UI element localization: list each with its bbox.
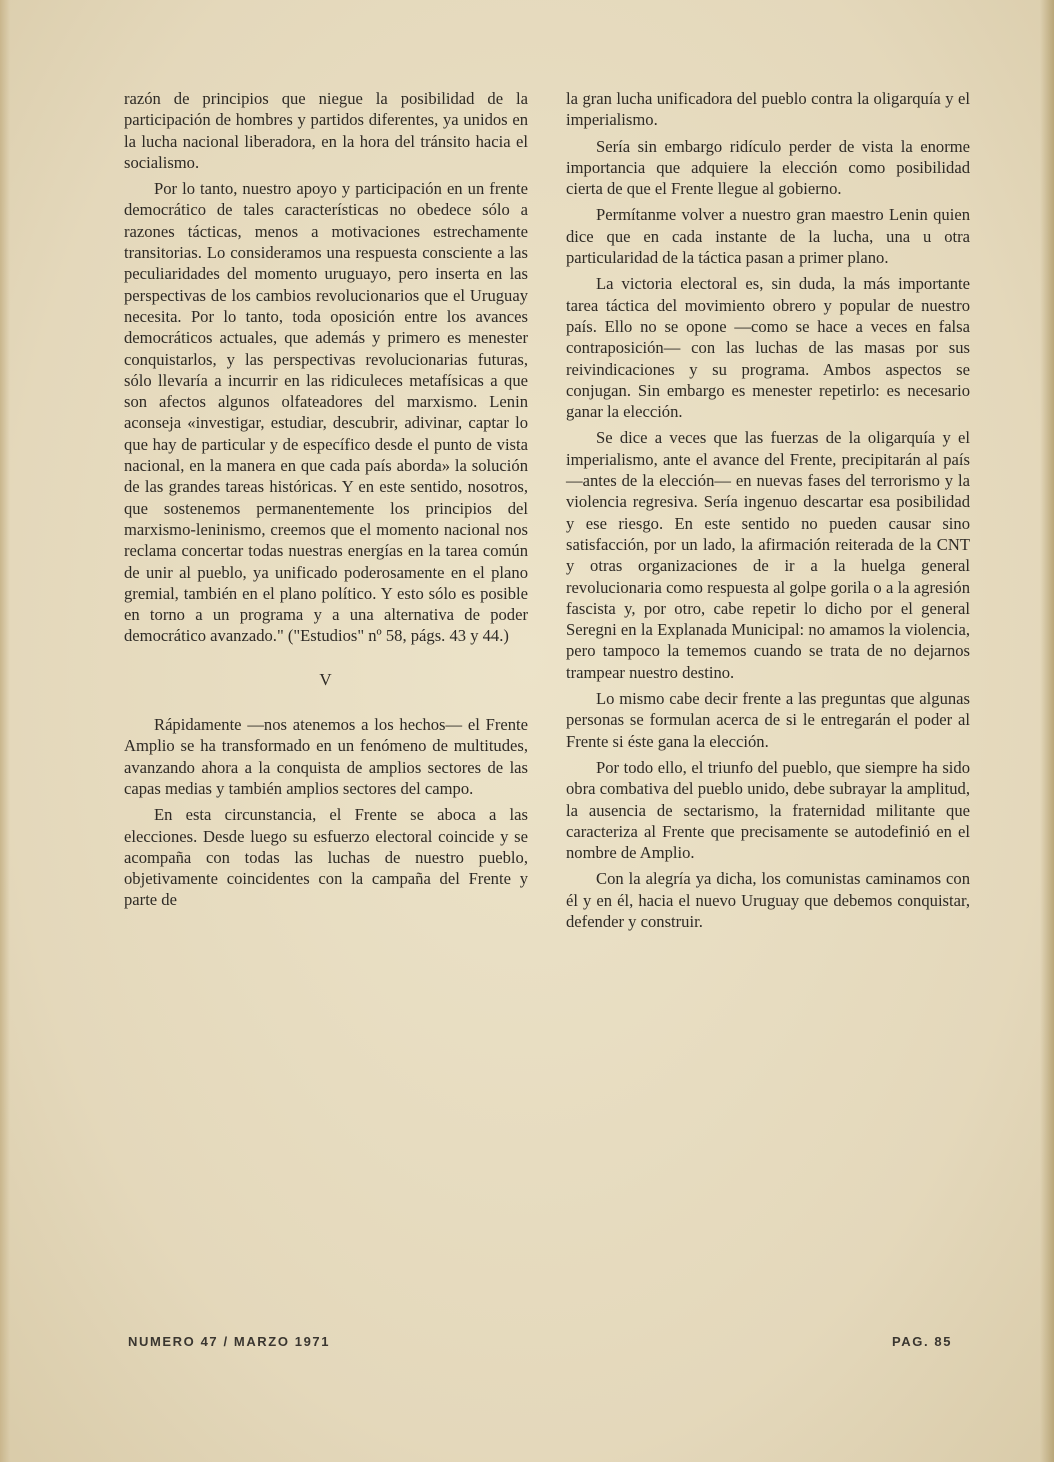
section-numeral: V xyxy=(319,669,333,689)
page-edge-left xyxy=(0,0,10,1462)
paragraph: Por todo ello, el triunfo del pueblo, que siempre ha sido obra combativa del pueblo unido, debe subrayar la amplitud, la ausencia de sectarismo, la fraternidad militante que caracteriza al Frente que precisamente se autodefinió en el nombre de Amplio. xyxy=(566,757,970,863)
paragraph: razón de principios que niegue la posibilidad de la participación de hombres y partidos diferentes, ya unidos en la lucha nacional liberadora, en la hora del tránsito hacia el socialismo. xyxy=(124,89,528,172)
paragraph: Sería sin embargo ridículo perder de vista la enorme importancia que adquiere la elección como posibilidad cierta de que el Frente llegue al gobierno. xyxy=(566,136,970,199)
paragraph: En esta circunstancia, el Frente se aboca a las elecciones. Desde luego su esfuerzo electoral coincide y se acompaña con todas las luchas de nuestro pueblo, objetivamente coincidentes con la campaña del Frente y parte de xyxy=(124,805,528,910)
issue-footer: NUMERO 47 / MARZO 1971 xyxy=(128,1334,331,1349)
paragraph: la gran lucha unificadora del pueblo contra la oligarquía y el imperialismo. xyxy=(566,89,970,130)
paragraph: Se dice a veces que las fuerzas de la oligarquía y el imperialismo, ante el avance del Frente, precipitarán al país —antes de la elección— en nuevas fases del terrorismo y la violencia regresiva. Sería ingenuo descartar esa posibilidad y ese riesgo. En este sentido no pueden causar sino satisfacción, por un lado, la afirmación reiterada de la CNT y otras organizaciones de ir a la huelga general revolucionaria como respuesta al golpe gorila o a la agresión fascista y, por otro, cabe repetir lo dicho por el general Seregni en la Explanada Municipal: no amamos la violencia, pero tampoco la tememos cuando se trata de no dejarnos trampear nuestro destino. xyxy=(566,428,970,682)
paragraph: La victoria electoral es, sin duda, la más importante tarea táctica del movimiento obrero y popular de nuestro país. Ello no se opone —como se hace a veces en falsa contraposición— con las luchas de las masas por sus reivindicaciones y su programa. Ambos aspectos se conjugan. Sin embargo es menester repetirlo: es necesario ganar la elección. xyxy=(566,274,970,422)
paragraph: Con la alegría ya dicha, los comunistas caminamos con él y en él, hacia el nuevo Uruguay que debemos conquistar, defender y construir. xyxy=(566,869,970,931)
right-column xyxy=(566,88,970,937)
paragraph: Rápidamente —nos atenemos a los hechos— el Frente Amplio se ha transformado en un fenómeno de multitudes, avanzando ahora a la conquista de amplios sectores de las capas medias y también amplios sectores del campo. xyxy=(124,715,528,798)
page-number: PAG. 85 xyxy=(892,1334,953,1349)
paragraph: Lo mismo cabe decir frente a las preguntas que algunas personas se formulan acerca de si le entregarán el poder al Frente si éste gana la elección. xyxy=(566,689,970,751)
paragraph: Por lo tanto, nuestro apoyo y participación en un frente democrático de tales características no obedece sólo a razones tácticas, menos a motivaciones estrechamente transitorias. Lo consideramos una respuesta consciente a las peculiaridades del momento uruguayo, pero inserta en las perspectivas de los cambios revolucionarios que el Uruguay necesita. Por lo tanto, toda oposición entre los avances democráticos actuales, que además y primero es menester conquistarlos, y las perspectivas revolucionarias futuras, sólo llevaría a incurrir en las ridiculeces metafísicas a que son afectos algunos olfateadores del marxismo. Lenin aconseja «investigar, estudiar, descubrir, adivinar, captar lo que hay de particular y de específico desde el punto de vista nacional, en la manera en que cada país aborda» la solución de las grandes tareas históricas. Y en este sentido, nosotros, que sostenemos permanentemente los principios del marxismo-leninismo, creemos que el momento nacional nos reclama concertar todas nuestras energías en la tarea común de unir al pueblo, ya unificado poderosamente en el plano gremial, también en el plano político. Y esto sólo es posible en torno a un programa y a una alternativa de poder democrático avanzado." ("Estudios" nº 58, págs. 43 y 44.) xyxy=(124,179,528,646)
page-edge-right xyxy=(1040,0,1054,1462)
left-column xyxy=(124,88,528,916)
paragraph: Permítanme volver a nuestro gran maestro Lenin quien dice que en cada instante de la lucha, una u otra particularidad de la táctica pasan a primer plano. xyxy=(566,205,970,268)
